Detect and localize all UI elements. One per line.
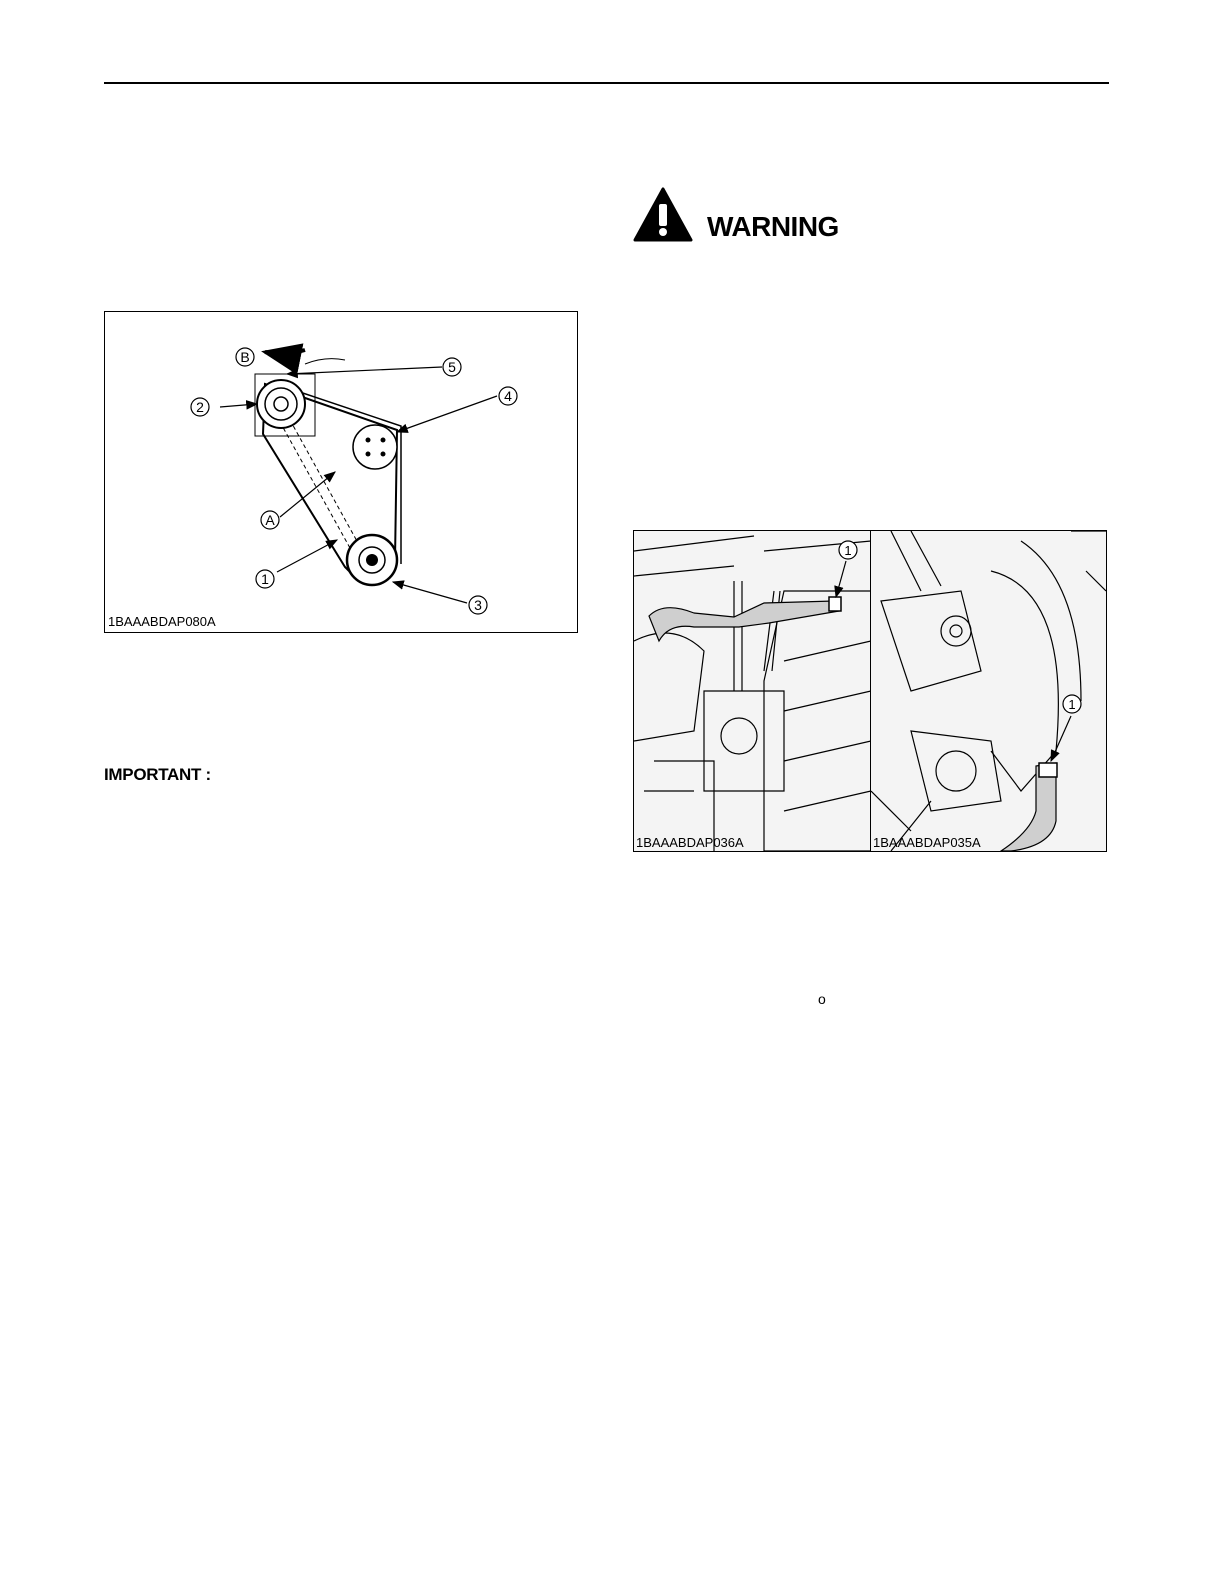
- callout-5: 5: [448, 359, 456, 375]
- photo-right-code: 1BAAABDAP035A: [873, 835, 981, 850]
- belt-diagram: [105, 312, 577, 632]
- warning-header: [633, 187, 873, 247]
- callout-b: B: [240, 349, 250, 365]
- photo-right-callout: 1: [1068, 697, 1076, 712]
- callout-a: A: [265, 512, 275, 528]
- engine-illustration-right: [871, 531, 1106, 851]
- photo-left-callout: 1: [844, 543, 852, 558]
- hose-photo-left: [633, 530, 872, 852]
- callout-4: 4: [504, 388, 512, 404]
- header-rule: [104, 82, 1109, 84]
- hose-photo-right: [870, 530, 1107, 852]
- belt-diagram-figure: [104, 311, 578, 633]
- warning-label: WARNING: [707, 211, 839, 242]
- callout-3: 3: [474, 597, 482, 613]
- crankshaft-pulley: [347, 535, 397, 585]
- figure-code: 1BAAABDAP080A: [108, 614, 216, 629]
- degree-mark: o: [818, 991, 826, 1007]
- callout-2: 2: [196, 399, 204, 415]
- fan-drive-pulley: [353, 425, 397, 469]
- engine-illustration-left: [634, 531, 871, 851]
- warning-triangle-icon: [633, 187, 693, 243]
- important-label: IMPORTANT :: [104, 765, 211, 784]
- photo-left-code: 1BAAABDAP036A: [636, 835, 744, 850]
- callout-1: 1: [261, 571, 269, 587]
